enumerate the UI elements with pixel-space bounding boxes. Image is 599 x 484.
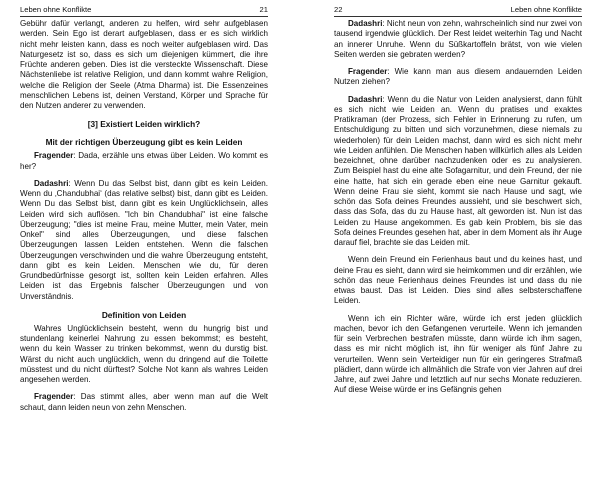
left-paragraph-2: Wahres Unglücklichsein besteht, wenn du hungrig bist und stundenlang keinerlei Nahrung zu essen bekommst; es besteht, wenn du kein Wasser zu trinken bekommst, wenn du durstig bist. Wärst du nicht auch unglücklich, wenn du dringend auf die Toilette müsstest und du nicht dürftest? Solche Not kann als wahres Leiden angesehen werden. [20,323,268,384]
left-paragraph-1: Gebühr dafür verlangt, anderen zu helfen, wird sehr aufgeblasen werden. Sein Ego ist derart aufgeblasen, dass er es sich wirklich nicht mehr leisten kann, dass es noch weiter aufgeblasen wird. Das Naturgesetz ist so, dass es sich um diejenigen kümmert, die ihre Früchte anderen geben. Dies ist die versteckte Wissenschaft. Diese Nächstenliebe ist relative Religion, und dann kommt wahre Religion, welche die Religion der Seele (Atma Dharma) ist. Die Essenzeines menschlichen Lebens ist, deinen Verstand, Körper und Sprache für den Nutzen anderer zu verwenden. [20,19,268,110]
answer-text: : Wenn du die Natur von Leiden analysierst, dann fühlt es sich nicht wie Leiden an. Wenn du pratises und exaktes Pratikraman (der Prozess, sich Fehler in Erinnerung zu rufen, um Entschuldigung zu bitten und sich vorzunehmen, diese niemals zu wiederholen) für dein Leiden machst, dann wird es sich nicht mehr wie Leiden anfühlen. Die Menschen haben willkürlich alles als Leiden bezeichnet, ohne darüber nachzudenken oder es zu analysieren. Zum Beispiel hast du eine alte Sofagarnitur, und dein Freund, der nie eine hatte, hat sich ein gerade eben eine neue Garnitur gekauft. Wenn deine Frau sie sieht, kommt sie nach Hause und sagt, wie schön das Sofa deines Freundes aussieht, und sie beschwert sich, dass das Sofa, das du zu Hause hast, alt geworden ist. Nun ist das Leiden zu Hause angekommen. Es gab kein Problem, bis sie das Sofa deines Freundes gesehen hat, aber in dem Moment als ihr Auge darauf fiel, brachte sie das Leiden mit. [334,94,582,247]
right-header-title: Leben ohne Konflikte [510,5,582,14]
left-page-body [20,19,268,413]
right-answer-2 [334,95,582,249]
left-question-2 [20,392,268,413]
speaker-fragender: Fragender [34,151,74,161]
speaker-fragender: Fragender [348,67,388,76]
left-answer-1 [20,179,268,302]
speaker-dadashri: Dadashri [348,19,383,28]
question-text: : Dada, erzähle uns etwas über Leiden. Wo kommt es her? [20,151,268,171]
right-running-header [334,4,582,17]
right-answer-1 [334,19,582,60]
right-question-1 [334,67,582,88]
section-heading-existiert-leiden: [3] Existiert Leiden wirklich? [87,119,201,130]
speaker-fragender: Fragender [34,392,74,402]
answer-text: : Wenn Du das Selbst bist, dann gibt es kein Leiden. Wenn du ‚Chandubhai‘ (das relative selbst) bist, dann gibt es Leiden. Wenn Du das Selbst bist, dann gibt es kein Unglücklichsein, alles Leiden wird sich auflösen. "Ich bin Chandubhai" ist eine falsche Überzeugung; "dies ist meine Frau, meine Mutter, mein Vater, mein Onkel" sind alles Überzeugungen, und diese falschen Überzeugungen lassen Leiden entstehen. Wenn die falschen Überzeugungen verschwinden und die wahre Überzeugung entsteht, dann gibt es kein Leiden. Menschen wie du, für deren Grundbedürfnisse gesorgt ist, sollten kein Leiden erfahren. Alles Leiden ist das Ergebnis falscher Überzeugungen und von Unverständnis. [20,178,268,301]
speaker-dadashri: Dadashri [348,94,383,104]
left-header-title: Leben ohne Konflikte [20,5,92,14]
right-paragraph-1: Wenn dein Freund ein Ferienhaus baut und du keines hast, und deine Frau es sieht, dann wird sie heimkommen und dir erzählen, wie schön das neue Ferienhaus deines Freundes ist und dass du nie etwas baust. Das ist Leiden. Dies sind alles selbsterschaffene Leiden. [334,255,582,306]
answer-text: : Nicht neun von zehn, wahrscheinlich sind nur zwei von tausend irgendwie glücklich. Der Rest leidet weiterhin Tag und Nacht an innerer Unruhe. Wenn du Süßkartoffeln brätst, von wie vielen Seiten werden sie gebraten werden? [334,19,582,59]
speaker-dadashri: Dadashri [34,178,69,188]
left-page-number: 21 [259,5,268,14]
subheading-richtige-ueberzeugung: Mit der richtigen Überzeugung gibt es kein Leiden [45,137,243,148]
right-page-number: 22 [334,5,343,14]
subheading-definition-von-leiden: Definition von Leiden [101,309,187,320]
question-text: : Wie kann man aus diesem andauernden Leiden Nutzen ziehen? [334,67,582,87]
left-page [20,0,268,484]
right-page-body [334,19,582,396]
left-question-1 [20,151,268,172]
right-page [334,0,582,484]
right-paragraph-2: Wenn ich ein Richter wäre, würde ich erst jeden glücklich machen, bevor ich den Gefangenen verurteile. Wenn ich jemanden für sein Verbrechen bestrafen müsste, dann würde ich ihm sagen, dass es mir nicht möglich ist, ihn für weniger als fünf Jahre zu verurteilen. Wenn sein Verteidiger nun für ein geringeres Strafmaß plädiert, dann würde ich allmählich die Strafe von vier Jahren auf drei Jahre, auf zwei Jahre und letztlich auf nur sechs Monate reduzieren. Auf diese Weise würde er ins Gefängnis gehen [334,313,582,395]
left-running-header [20,4,268,17]
question-text: : Das stimmt alles, aber wenn man auf die Welt schaut, dann leiden neun von zehn Menschen. [20,392,268,412]
